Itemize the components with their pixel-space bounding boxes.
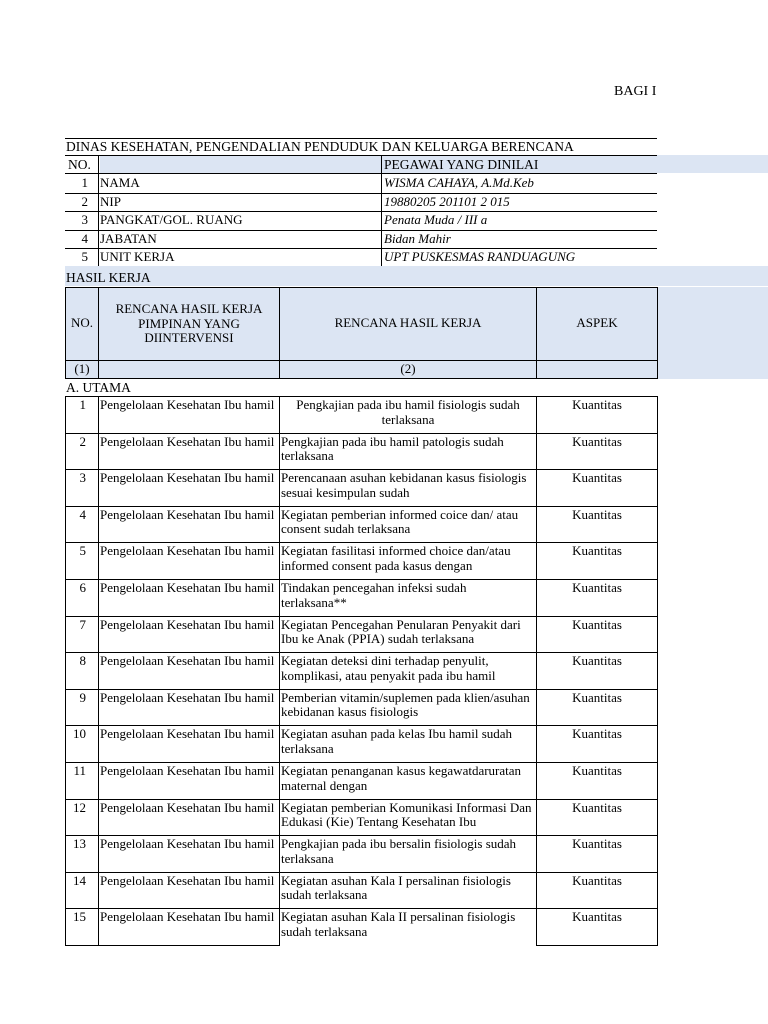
row-no: 4 — [79, 507, 86, 522]
row-leader-plan: Pengelolaan Kesehatan Ibu hamil — [100, 507, 275, 522]
row-no: 7 — [79, 617, 86, 632]
employee-row-value: Bidan Mahir — [384, 231, 451, 246]
row-plan: Kegiatan asuhan pada kelas Ibu hamil sudah terlaksana — [281, 727, 513, 756]
row-plan: Perencanaan asuhan kebidanan kasus fisiologis sesuai kesimpulan sudah — [281, 471, 527, 500]
row-aspect: Kuantitas — [572, 544, 622, 559]
row-aspect: Kuantitas — [572, 617, 622, 632]
row-no: 13 — [73, 837, 86, 852]
row-no: 12 — [73, 800, 86, 815]
row-no: 14 — [73, 873, 86, 888]
employee-row-value: WISMA CAHAYA, A.Md.Keb — [384, 176, 534, 190]
employee-row-field: UNIT KERJA — [100, 250, 175, 264]
employee-row-no: 4 — [81, 231, 88, 246]
row-plan: Kegiatan deteksi dini terhadap penyulit, komplikasi, atau penyakit pada ibu hamil — [281, 654, 496, 683]
row-plan: Pengkajian pada ibu hamil fisiologis sudah terlaksana — [296, 398, 520, 427]
row-no: 15 — [73, 910, 86, 925]
row-aspect: Kuantitas — [572, 764, 622, 778]
employee-row-no: 1 — [81, 176, 88, 190]
row-aspect: Kuantitas — [572, 471, 622, 486]
employee-row-no: 2 — [81, 194, 88, 209]
row-plan: Kegiatan Pencegahan Penularan Penyakit dari Ibu ke Anak (PPIA) sudah terlaksana — [281, 617, 521, 647]
row-leader-plan: Pengelolaan Kesehatan Ibu hamil — [100, 910, 275, 925]
row-leader-plan: Pengelolaan Kesehatan Ibu hamil — [100, 581, 275, 595]
row-no: 5 — [79, 544, 86, 559]
row-plan: Kegiatan pemberian Komunikasi Informasi Dan Edukasi (Kie) Tentang Kesehatan Ibu — [281, 800, 532, 830]
hasil-kerja-label: HASIL KERJA — [66, 270, 151, 285]
row-no: 9 — [79, 690, 86, 705]
row-leader-plan: Pengelolaan Kesehatan Ibu hamil — [100, 654, 275, 669]
row-leader-plan: Pengelolaan Kesehatan Ibu hamil — [100, 837, 275, 852]
work-col-leader-plan: RENCANA HASIL KERJA PIMPINAN YANG DIINTERVENSI — [115, 302, 263, 345]
row-no: 1 — [79, 398, 86, 412]
row-leader-plan: Pengelolaan Kesehatan Ibu hamil — [100, 764, 275, 778]
row-aspect: Kuantitas — [572, 434, 622, 449]
row-no: 6 — [79, 581, 86, 595]
row-aspect: Kuantitas — [572, 837, 622, 852]
row-plan: Kegiatan fasilitasi informed choice dan/atau informed consent pada kasus dengan — [281, 544, 511, 573]
row-leader-plan: Pengelolaan Kesehatan Ibu hamil — [100, 398, 275, 412]
employee-row-value: Penata Muda / III a — [384, 213, 488, 227]
employee-row-no: 3 — [81, 213, 88, 227]
employee-col-no: NO. — [68, 157, 91, 172]
row-plan: Pengkajian pada ibu hamil patologis sudah terlaksana — [281, 434, 504, 464]
row-no: 11 — [73, 764, 86, 778]
employee-row-field: NIP — [100, 194, 121, 209]
row-no: 8 — [79, 654, 86, 669]
row-aspect: Kuantitas — [572, 690, 622, 705]
row-leader-plan: Pengelolaan Kesehatan Ibu hamil — [100, 800, 275, 815]
index-no: (1) — [74, 362, 90, 376]
hasil-kerja-band — [65, 266, 768, 286]
row-leader-plan: Pengelolaan Kesehatan Ibu hamil — [100, 434, 275, 449]
employee-row-value: UPT PUSKESMAS RANDUAGUNG — [384, 250, 576, 264]
row-leader-plan: Pengelolaan Kesehatan Ibu hamil — [100, 873, 275, 888]
group-label: A. UTAMA — [66, 380, 131, 395]
row-aspect: Kuantitas — [572, 873, 622, 888]
row-aspect: Kuantitas — [572, 727, 622, 742]
row-aspect: Kuantitas — [572, 581, 622, 595]
employee-row-field: PANGKAT/GOL. RUANG — [100, 213, 243, 227]
row-leader-plan: Pengelolaan Kesehatan Ibu hamil — [100, 471, 275, 486]
work-col-plan: RENCANA HASIL KERJA — [334, 316, 482, 330]
row-aspect: Kuantitas — [572, 654, 622, 669]
row-no: 3 — [79, 471, 86, 486]
row-plan: Kegiatan asuhan Kala II persalinan fisiologis sudah terlaksana — [281, 910, 516, 939]
row-plan: Pemberian vitamin/suplemen pada klien/asuhan kebidanan kasus fisiologis — [281, 690, 530, 720]
row-plan: Tindakan pencegahan infeksi sudah terlaksana** — [281, 581, 467, 610]
row-no: 10 — [73, 727, 86, 742]
row-aspect: Kuantitas — [572, 398, 622, 412]
row-leader-plan: Pengelolaan Kesehatan Ibu hamil — [100, 727, 275, 742]
row-leader-plan: Pengelolaan Kesehatan Ibu hamil — [100, 690, 275, 705]
row-leader-plan: Pengelolaan Kesehatan Ibu hamil — [100, 617, 275, 632]
page-section-label: BAGI I — [614, 84, 657, 99]
work-col-no: NO. — [70, 316, 94, 330]
row-aspect: Kuantitas — [572, 910, 622, 925]
row-plan: Kegiatan pemberian informed coice dan/ atau consent sudah terlaksana — [281, 507, 519, 537]
row-leader-plan: Pengelolaan Kesehatan Ibu hamil — [100, 544, 275, 559]
employee-col-title: PEGAWAI YANG DINILAI — [384, 157, 539, 172]
employee-row-value: 19880205 201101 2 015 — [384, 194, 510, 209]
row-aspect: Kuantitas — [572, 800, 622, 815]
row-plan: Pengkajian pada ibu bersalin fisiologis sudah terlaksana — [281, 837, 517, 866]
index-plan: (2) — [400, 362, 416, 376]
row-plan: Kegiatan penanganan kasus kegawatdaruratan maternal dengan — [281, 764, 522, 793]
employee-row-field: NAMA — [100, 176, 140, 190]
agency-title: DINAS KESEHATAN, PENGENDALIAN PENDUDUK DAN KELUARGA BERENCANA — [66, 139, 574, 154]
employee-row-field: JABATAN — [100, 231, 157, 246]
work-col-aspect: ASPEK — [576, 316, 618, 330]
row-plan: Kegiatan asuhan Kala I persalinan fisiologis sudah terlaksana — [281, 873, 511, 903]
row-no: 2 — [79, 434, 86, 449]
row-aspect: Kuantitas — [572, 507, 622, 522]
employee-row-no: 5 — [81, 250, 88, 264]
